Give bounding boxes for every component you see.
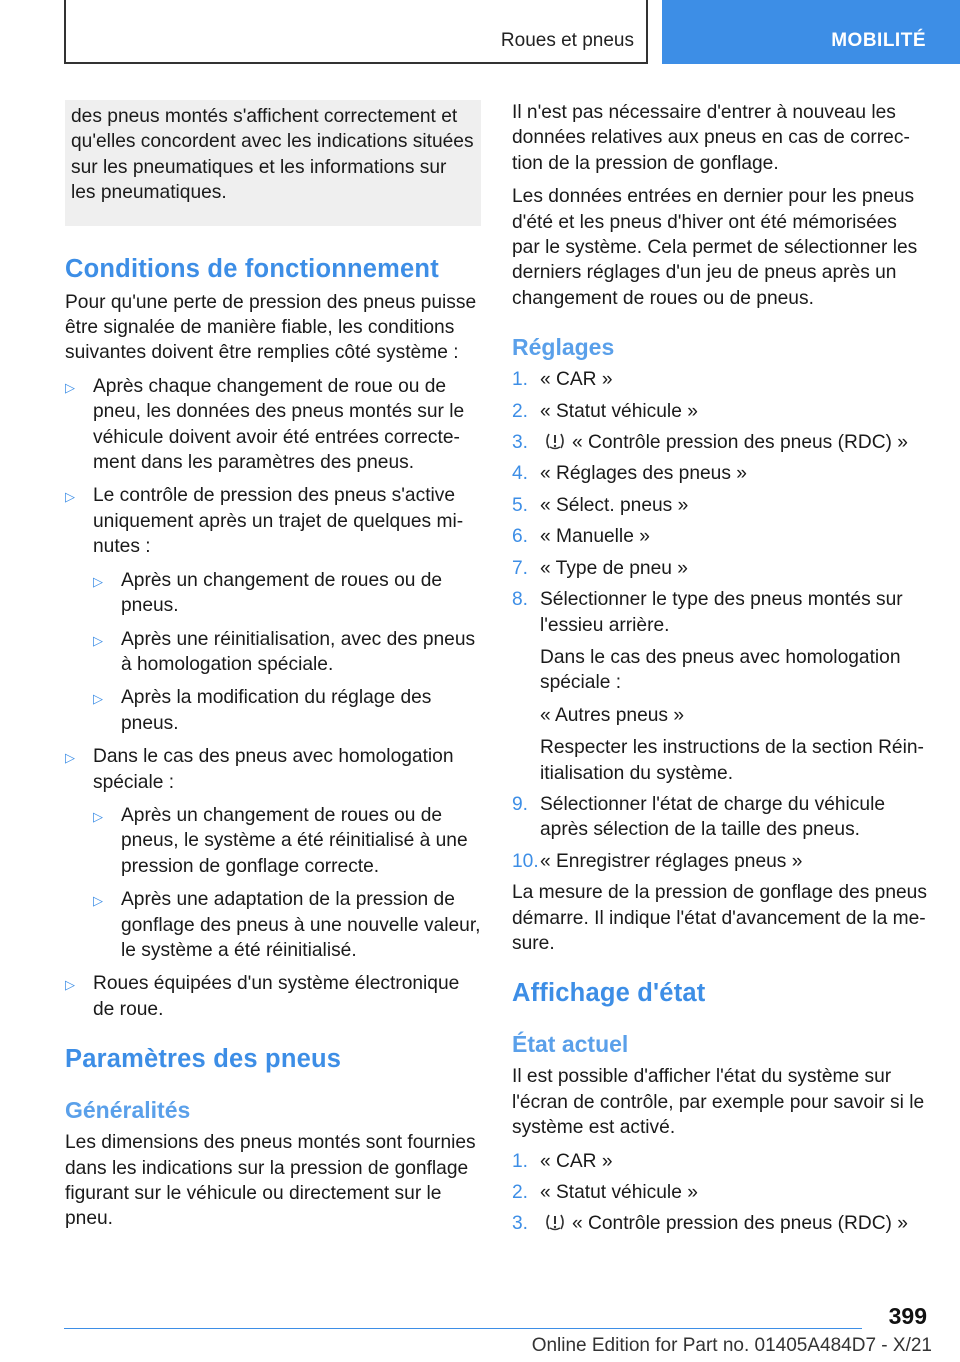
footer-edition: Online Edition for Part no. 01405A484D7 - X/21 — [531, 1335, 932, 1356]
paragraph-etat: Il est possible d'afficher l'état du système sur l'écran de contrôle, par exemple pour savoir si le système est activé. — [512, 1066, 925, 1139]
step-number: 8. — [512, 589, 529, 611]
header-section-tab — [662, 0, 960, 64]
paragraph-memorised: Les données entrées en dernier pour les pneus d'été et les pneus d'hiver ont été mémorisées par le système. Cela permet de sélectionner les derniers réglages d'un jeu de pneus après un changement de roues ou de pneus. — [512, 186, 918, 309]
note-box — [65, 100, 481, 226]
bullet-triangle-icon: ▷ — [93, 893, 103, 909]
step-item — [512, 493, 928, 518]
list-item — [93, 887, 481, 963]
list-item — [65, 483, 481, 736]
list-item-text: Après un changement de roues ou de pneus. — [121, 569, 443, 617]
step-item — [512, 430, 928, 455]
bullet-triangle-icon: ▷ — [65, 750, 75, 766]
heading-generalites: Généralités — [65, 1097, 191, 1124]
bullet-triangle-icon: ▷ — [65, 977, 75, 993]
paragraph-generalites: Les dimensions des pneus montés sont fournies dans les indications sur la pression de gonflage figurant sur le véhicule ou directement sur le pneu. — [65, 1132, 476, 1230]
list-item-text: Après une réinitialisation, avec des pneus à homologation spéciale. — [121, 628, 476, 675]
list-item — [93, 627, 481, 678]
step-number: 5. — [512, 494, 529, 516]
list-item — [65, 744, 481, 963]
header-title-box — [64, 0, 648, 64]
settings-steps-list — [512, 367, 928, 874]
heading-conditions: Conditions de fonctionnement — [65, 254, 439, 283]
conditions-list — [65, 374, 481, 1022]
sub-list — [93, 568, 481, 736]
step-item — [512, 1180, 928, 1205]
step-text: « Contrôle pression des pneus (RDC) » — [572, 432, 908, 454]
step-text: « Type de pneu » — [540, 557, 688, 579]
header-section-label: MOBILITÉ — [831, 30, 926, 51]
step-number: 2. — [512, 400, 529, 422]
header-title: Roues et pneus — [500, 30, 634, 51]
step-number: 3. — [512, 1213, 529, 1235]
step-text: « Enregistrer réglages pneus » — [540, 850, 803, 872]
step-text: « CAR » — [540, 369, 613, 391]
step-subtext: Respecter les instructions de la section Réin‐itialisation du système. — [540, 737, 924, 784]
left-column — [65, 100, 481, 1240]
bullet-triangle-icon: ▷ — [93, 632, 103, 648]
heading-etat-actuel: État actuel — [512, 1031, 629, 1058]
step-item — [512, 1211, 928, 1236]
step-text: « Réglages des pneus » — [540, 463, 747, 485]
step-item — [512, 849, 928, 874]
step-number: 9. — [512, 793, 529, 815]
step-subtext: « Autres pneus » — [540, 704, 685, 726]
heading-reglages: Réglages — [512, 334, 615, 361]
step-number: 4. — [512, 463, 529, 485]
step-text: Sélectionner le type des pneus montés sur l'essieu arrière. — [540, 589, 903, 636]
list-item-text: Après chaque changement de roue ou de pneu, les données des pneus montés sur le véhicule doivent avoir été entrées correcte‐ment dans les paramètres des pneus. — [93, 375, 465, 474]
step-item — [512, 524, 928, 549]
list-item-text: Dans le cas des pneus avec homologation spéciale : — [93, 746, 454, 793]
bullet-triangle-icon: ▷ — [93, 808, 103, 824]
list-item-text: Après un changement de roues ou de pneus, le système a été réinitialisé à une pression de gonflage correcte. — [121, 804, 468, 877]
footer-divider — [64, 1328, 862, 1329]
list-item — [65, 374, 481, 476]
paragraph-conditions: Pour qu'une perte de pression des pneus puisse être signalée de manière fiable, les conditions suivantes doivent être remplies côté système : — [65, 291, 477, 364]
step-item — [512, 556, 928, 581]
note-text: des pneus montés s'affichent correctement et qu'elles concordent avec les indications situées sur les pneumatiques et les informations sur les pneumatiques. — [71, 106, 474, 204]
step-item — [512, 461, 928, 486]
list-item — [65, 971, 481, 1022]
step-item — [512, 399, 928, 424]
list-item — [93, 685, 481, 736]
step-item — [512, 792, 928, 843]
list-item — [93, 568, 481, 619]
step-number: 3. — [512, 432, 529, 454]
tire-pressure-warning-icon — [544, 431, 566, 451]
list-item-text: Le contrôle de pression des pneus s'active uniquement après un trajet de quelques mi‐nutes : — [93, 485, 464, 558]
list-item-text: Après une adaptation de la pression de gonflage des pneus à une nouvelle valeur, le système a été réinitialisé. — [121, 889, 481, 961]
page-number: 399 — [888, 1303, 927, 1329]
step-text: « CAR » — [540, 1150, 613, 1172]
step-text: « Statut véhicule » — [540, 1182, 698, 1203]
step-number: 1. — [512, 1150, 529, 1172]
step-item — [512, 587, 928, 786]
step-number: 7. — [512, 557, 529, 579]
list-item-text: Roues équipées d'un système électronique de roue. — [93, 973, 460, 1020]
bullet-triangle-icon: ▷ — [93, 691, 103, 707]
heading-affichage: Affichage d'état — [512, 979, 706, 1008]
step-number: 6. — [512, 526, 529, 548]
step-item — [512, 1149, 928, 1174]
step-text: « Manuelle » — [540, 526, 650, 548]
step-number: 1. — [512, 369, 529, 391]
step-text: « Contrôle pression des pneus (RDC) » — [572, 1213, 908, 1235]
tire-pressure-warning-icon — [544, 1212, 566, 1232]
step-text: « Statut véhicule » — [540, 400, 698, 422]
paragraph-correction: Il n'est pas nécessaire d'entrer à nouveau les données relatives aux pneus en cas de correc‐tion de la pression de gonflage. — [512, 102, 910, 174]
list-item-text: Après la modification du réglage des pneus. — [121, 687, 432, 734]
step-text: « Sélect. pneus » — [540, 494, 689, 516]
step-text: Sélectionner l'état de charge du véhicule après sélection de la taille des pneus. — [540, 793, 886, 841]
right-column — [512, 100, 928, 1243]
step-item — [512, 367, 928, 392]
status-steps-list — [512, 1149, 928, 1237]
step-subtext: Dans le cas des pneus avec homologation spéciale : — [540, 646, 901, 694]
bullet-triangle-icon: ▷ — [93, 573, 103, 589]
sub-list — [93, 803, 481, 963]
bullet-triangle-icon: ▷ — [65, 489, 75, 505]
bullet-triangle-icon: ▷ — [65, 379, 75, 395]
step-number: 10. — [512, 850, 539, 872]
paragraph-measurement: La mesure de la pression de gonflage des pneus démarre. Il indique l'état d'avancement de la me‐sure. — [512, 882, 927, 954]
step-number: 2. — [512, 1182, 529, 1203]
heading-parametres: Paramètres des pneus — [65, 1045, 342, 1074]
list-item — [93, 803, 481, 879]
